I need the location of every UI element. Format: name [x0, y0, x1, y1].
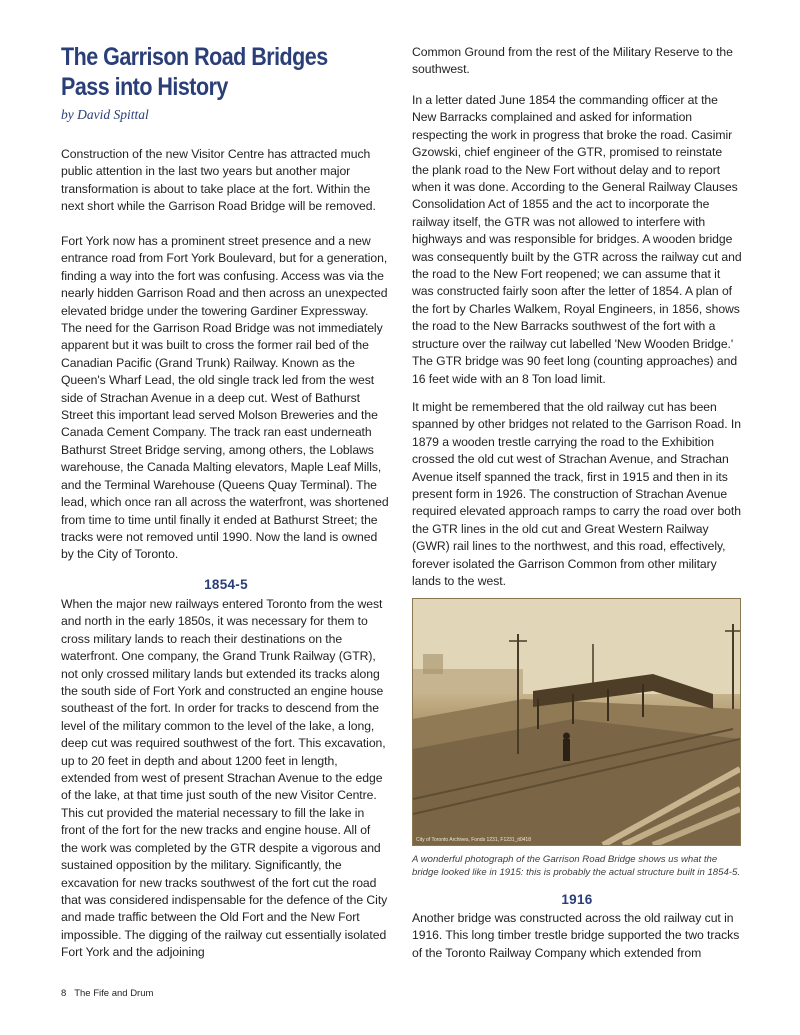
title-line-2: Pass into History	[61, 73, 228, 101]
photo-caption: A wonderful photograph of the Garrison Road Bridge shows us what the bridge looked like in 1915: this is probably the actual structure built in 1854-5.	[412, 854, 740, 878]
paragraph-other-bridges: It might be remembered that the old railway cut has been spanned by other bridges not related to the Garrison Road. In 1879 a wooden trestle carrying the road to the Exhibition crossed the old cut west of Strachan Avenue, and Strachan Avenue itself spanned the track, first in 1915 and then in its present form in 1926. The construction of Strachan Avenue required elevated approach ramps to carry the road over both the GTR lines in the old cut and Great Western Railway (GWR) rail lines to the northwest, and this road, effectively, forever isolated the Garrison Common from other military lands to the west.	[412, 400, 741, 589]
paragraph-fort-york-access: Fort York now has a prominent street presence and a new entrance road from Fort York Boulevard, but for a generation, finding a way into the fort was confusing. Access was via the nearly hidden Garrison Road and then across an unexpected elevated bridge under the towering Gardiner Expressway. The need for the Garrison Road Bridge was not immediately apparent but it was built to cross the former rail bed of the Canadian Pacific (Grand Trunk) Railway. Known as the Queen's Wharf Lead, the old single track led from the west side of Strachan Avenue in a deep cut. West of Bathurst Street this important lead served Molson Breweries and the Canada Cement Company. The track ran east underneath Bathurst Street Bridge serving, among others, the Loblaws warehouse, the Canada Malting elevators, Maple Leaf Mills, and the Terminal Warehouse (Queens Quay Terminal). The lead, which once ran all across the waterfront, was shortened from time to time until finally it ended at Bathurst Street; the tracks were not removed until 1990. Now the land is owned by the City of Toronto.	[61, 234, 389, 562]
article-title	[61, 42, 345, 102]
garrison-road-bridge-photo	[412, 598, 741, 846]
section-heading-1854: 1854-5	[204, 577, 248, 592]
page-footer	[61, 988, 153, 999]
page-number: 8	[61, 988, 67, 999]
paragraph-intro: Construction of the new Visitor Centre has attracted much public attention in the last two years but another major transformation is about to take place at the fort. Within the next short while the Garrison Road Bridge will be removed.	[61, 147, 376, 214]
title-line-1: The Garrison Road Bridges	[61, 43, 328, 71]
photo-credit: City of Toronto Archives, Fonds 1231, F1231_it0418	[416, 837, 531, 843]
section-heading-1916: 1916	[561, 892, 593, 907]
paragraph-1916: Another bridge was constructed across the old railway cut in 1916. This long timber trestle bridge supported the two tracks of the Toronto Railway Company which extended from	[412, 911, 740, 960]
paragraph-common-ground: Common Ground from the rest of the Military Reserve to the southwest.	[412, 45, 733, 77]
publication-name: The Fife and Drum	[74, 988, 154, 999]
paragraph-1854: When the major new railways entered Toronto from the west and north in the early 1850s, it was necessary for them to cross military lands to reach their destinations on the waterfront. One company, the Grand Trunk Railway (GTR), not only crossed military lands but extended its tracks along the south side of Fort York and constructed an engine house southeast of the fort. In order for tracks to descend from the level of the military common to the level of the lake, a long, deep cut was required southwest of the fort. This excavation, up to 20 feet in depth and about 1200 feet in length, extended from west of present Strachan Avenue to the edge of the lake, at that time just south of the new Visitor Centre. This cut provided the material necessary to fill the lake in front of the fort for the new tracks and engine house. All of the work was completed by the GTR despite a vigorous and sustained opposition by the military. Significantly, the excavation for new tracks southwest of the fort cut the road that was considered indispensable for the defence of the City and made traffic between the Old Fort and the New Fort impossible. The digging of the railway cut essentially isolated Fort York and the adjoining	[61, 597, 388, 960]
photo-illustration	[413, 599, 740, 845]
paragraph-1854-letter: In a letter dated June 1854 the commanding officer at the New Barracks complained and asked for information respecting the work in progress that broke the road. Casimir Gzowski, chief engineer of the GTR, promised to reinstate the plank road to the New Fort without delay and to report when it was done. According to the General Railway Clauses Consolidation Act of 1855 and the act to incorporate the railway itself, the GTR was not allowed to interfere with highways and was responsible for bridges. A wooden bridge was consequently built by the GTR across the railway cut and the road to the New Fort reopened; we can assume that it was constructed fairly soon after the letter of 1854. A plan of the fort by Charles Walkem, Royal Engineers, in 1856, shows the road to the New Barracks southwest of the fort with a structure over the railway cut labelled 'New Wooden Bridge.' The GTR bridge was 90 feet long (counting approaches) and 16 feet wide with an 8 Ton load limit.	[412, 93, 742, 386]
byline: by David Spittal	[61, 107, 149, 122]
